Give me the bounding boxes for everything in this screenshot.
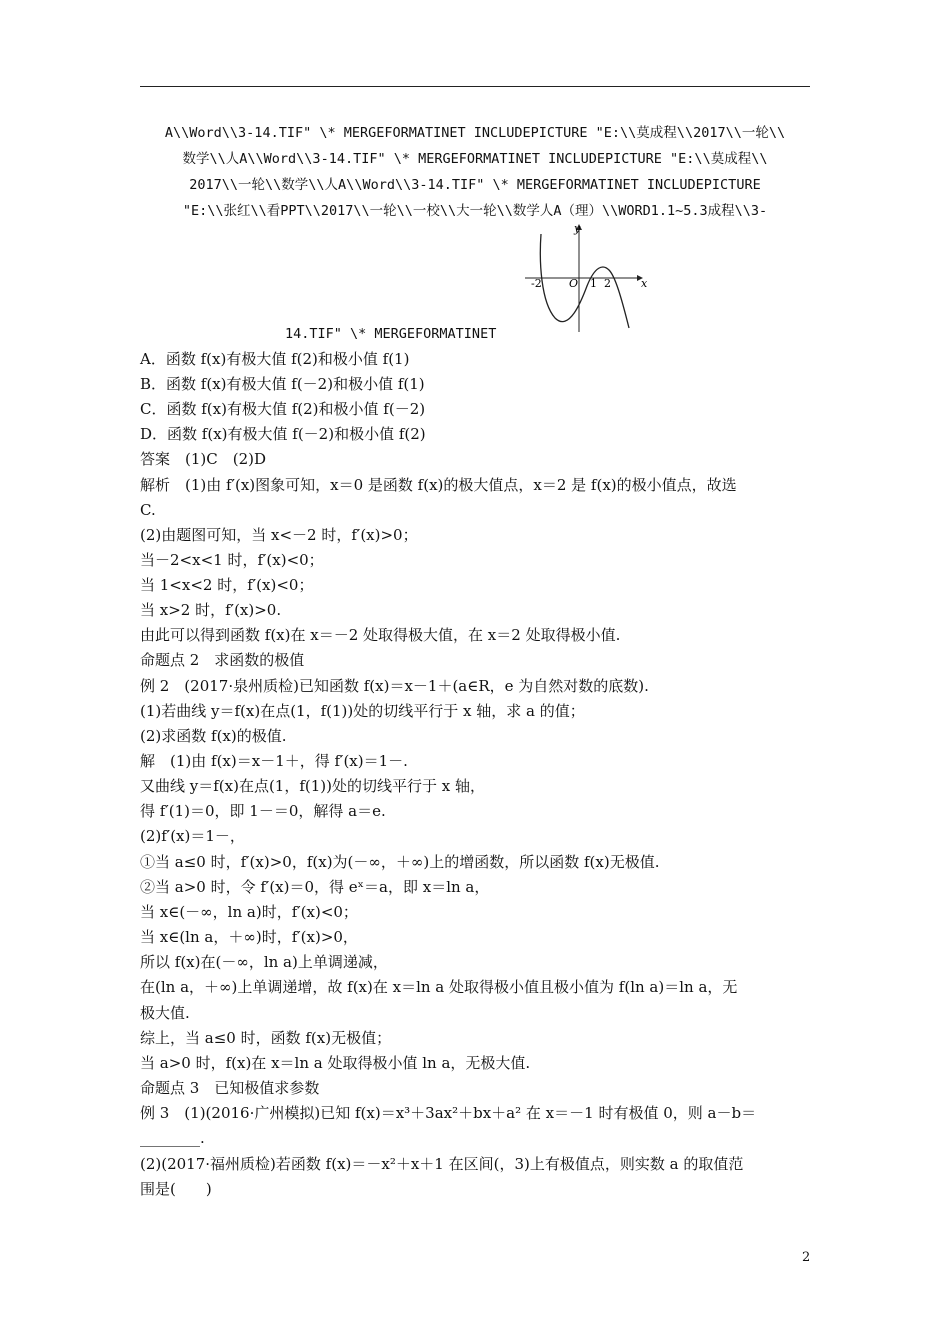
solution-line: ①当 a≤0 时，f′(x)>0，f(x)为(－∞，＋∞)上的增函数，所以函数 f(x)无极值.: [140, 853, 660, 871]
solution-line: 又曲线 y＝f(x)在点(1，f(1))处的切线平行于 x 轴，: [140, 777, 486, 795]
tick-label-neg2: -2: [531, 277, 542, 290]
derivative-graph: [525, 222, 647, 334]
tick-label-2: 2: [604, 277, 611, 290]
option-d: D．函数 f(x)有极大值 f(－2)和极小值 f(2): [140, 425, 426, 443]
solution-line: ②当 a>0 时，令 f′(x)＝0，得 eˣ＝a，即 x＝ln a，: [140, 878, 490, 896]
example-3-part-1: 例 3 (1)(2016·广州模拟)已知 f(x)＝x³＋3ax²＋bx＋a² 在 x＝－1 时有极值 0，则 a－b＝: [140, 1104, 757, 1122]
analysis-line: C.: [140, 501, 156, 519]
solution-line: 当 x∈(ln a，＋∞)时，f′(x)>0，: [140, 928, 358, 946]
example-2-part-1: (1)若曲线 y＝f(x)在点(1，f(1))处的切线平行于 x 轴，求 a 的值；: [140, 702, 585, 720]
solution-summary: 当 a>0 时，f(x)在 x＝ln a 处取得极小值 ln a，无极大值.: [140, 1054, 531, 1072]
section-heading-3: 命题点 3 已知极值求参数: [140, 1079, 320, 1097]
analysis-line: 当－2<x<1 时，f′(x)<0；: [140, 551, 324, 569]
include-field-line-5: 14.TIF" \* MERGEFORMATINET: [285, 326, 497, 342]
example-2-part-2: (2)求函数 f(x)的极值.: [140, 727, 287, 745]
option-b: B．函数 f(x)有极大值 f(－2)和极小值 f(1): [140, 375, 425, 393]
example-3-part-2: 围是( ): [140, 1180, 212, 1198]
solution-line: 在(ln a，＋∞)上单调递增，故 f(x)在 x＝ln a 处取得极小值且极小值为 f(ln a)＝ln a，无: [140, 978, 738, 996]
include-field-line-4: "E:\\张红\\看PPT\\2017\\一轮\\一校\\大一轮\\数学人A（理）\\WORD1.1~5.3成程\\3-: [182, 203, 768, 219]
derivative-curve: [540, 234, 629, 328]
page-number: 2: [802, 1250, 811, 1265]
section-heading-2: 命题点 2 求函数的极值: [140, 651, 305, 669]
include-field-line-3: 2017\\一轮\\数学\\人A\\Word\\3-14.TIF" \* MERGEFORMATINET INCLUDEPICTURE: [189, 177, 761, 193]
answer-blank: ________.: [140, 1129, 205, 1147]
solution-summary: 综上，当 a≤0 时，函数 f(x)无极值；: [140, 1029, 392, 1047]
solution-line: (2)f′(x)＝1－，: [140, 827, 245, 845]
include-field-line-1: A\\Word\\3-14.TIF" \* MERGEFORMATINET INCLUDEPICTURE "E:\\莫成程\\2017\\一轮\\: [164, 125, 786, 141]
answer-line: 答案 (1)C (2)D: [140, 450, 266, 468]
origin-label: O: [569, 277, 579, 290]
x-axis-label: x: [641, 277, 647, 290]
analysis-line: 当 1<x<2 时，f′(x)<0；: [140, 576, 314, 594]
include-field-line-2: 数学\\人A\\Word\\3-14.TIF" \* MERGEFORMATINET INCLUDEPICTURE "E:\\莫成程\\: [182, 151, 768, 167]
analysis-conclusion: 由此可以得到函数 f(x)在 x＝－2 处取得极大值，在 x＝2 处取得极小值.: [140, 626, 621, 644]
y-axis-label: y: [574, 222, 581, 235]
tick-label-1: 1: [590, 277, 597, 290]
solution-line: 极大值.: [140, 1004, 190, 1022]
analysis-line: 当 x>2 时，f′(x)>0.: [140, 601, 282, 619]
option-c: C．函数 f(x)有极大值 f(2)和极小值 f(－2): [140, 400, 426, 418]
option-a: A．函数 f(x)有极大值 f(2)和极小值 f(1): [140, 350, 410, 368]
example-2-statement: 例 2 (2017·泉州质检)已知函数 f(x)＝x－1＋(a∈R，e 为自然对数的底数).: [140, 677, 649, 695]
solution-line: 当 x∈(－∞，ln a)时，f′(x)<0；: [140, 903, 358, 921]
analysis-line: (2)由题图可知，当 x<－2 时，f′(x)>0；: [140, 526, 418, 544]
solution-line: 解 (1)由 f(x)＝x－1＋，得 f′(x)＝1－.: [140, 752, 408, 770]
example-3-part-2: (2)(2017·福州质检)若函数 f(x)＝－x²＋x＋1 在区间(，3)上有极值点，则实数 a 的取值范: [140, 1155, 744, 1173]
analysis-line: 解析 (1)由 f′(x)图象可知，x＝0 是函数 f(x)的极大值点，x＝2 是 f(x)的极小值点，故选: [140, 476, 737, 494]
solution-line: 得 f′(1)＝0，即 1－＝0，解得 a＝e.: [140, 802, 386, 820]
solution-line: 所以 f(x)在(－∞，ln a)上单调递减，: [140, 953, 388, 971]
header-rule: [140, 86, 810, 87]
